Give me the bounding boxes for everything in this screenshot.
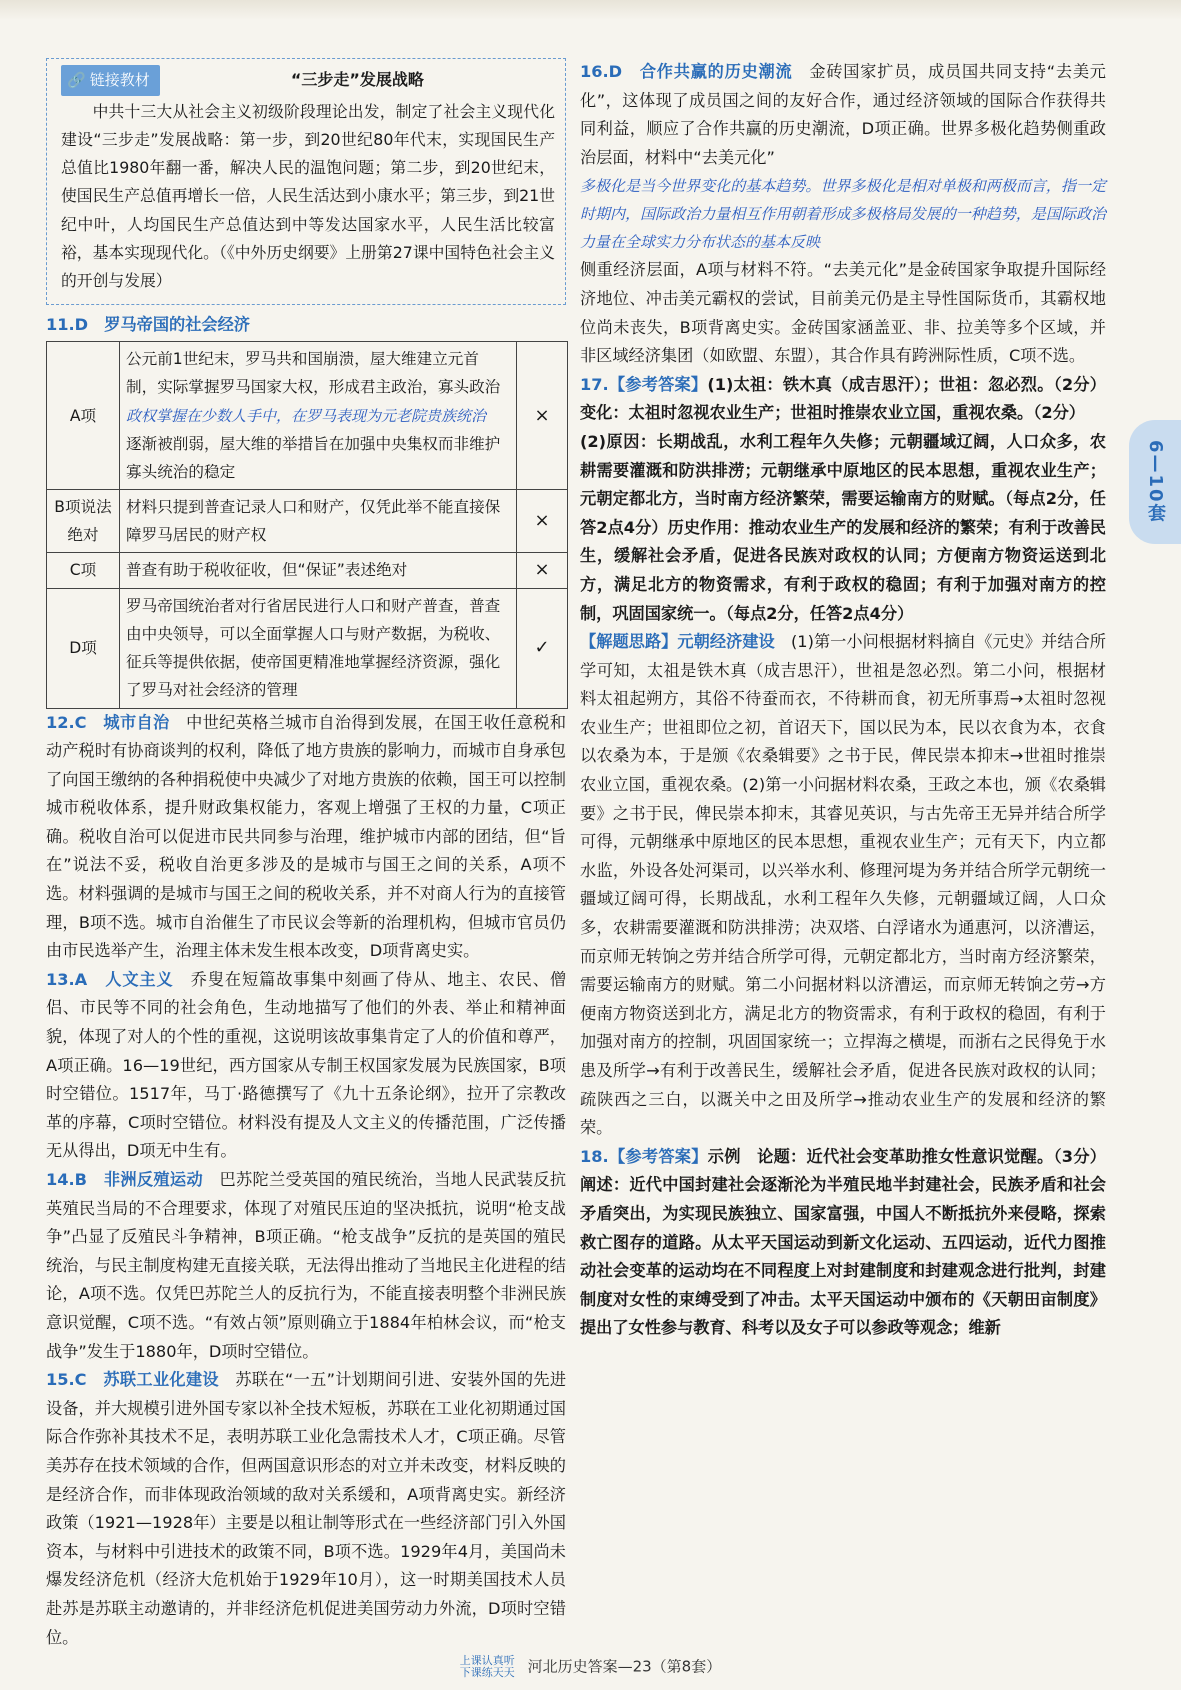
row-mark: × (517, 490, 568, 553)
question-13 (46, 966, 566, 1166)
q14-text: 巴苏陀兰受英国的殖民统治，当地人民武装反抗英殖民当局的不合理要求，体现了对殖民压迫的坚决抵抗，说明“枪支战争”凸显了反殖民斗争精神，B项正确。“枪支战争”反抗的是英国的殖民统治，与民主制度构建无直接关联，无法得出推动了当地民主化进程的结论，A项不选。仅凭巴苏陀兰人的反抗行为，不能直接表明整个非洲民族意识觉醒，C项不选。“有效占领”原则确立于1884年柏林会议，而“枪支战争”发生于1880年，D项时空错位。 (46, 1170, 567, 1361)
q11-table (46, 341, 568, 708)
table-row (47, 588, 568, 708)
question-14 (46, 1166, 566, 1366)
q18-text: 示例 论题：近代社会变革助推女性意识觉醒。（3分）阐述：近代中国封建社会逐渐沦为半殖民地半封建社会，民族矛盾和社会矛盾突出，为实现民族独立、国家富强，中国人不断抵抗外来侵略，探索救亡图存的道路。从太平天国运动到新文化运动、五四运动，近代力图推动社会变革的运动均在不同程度上对封建制度和封建观念进行批判，封建制度对女性的束缚受到了冲击。太平天国运动中颁布的《天朝田亩制度》提出了女性参与教育、科考以及女子可以参政等观念；维新 (580, 1146, 1106, 1338)
q13-text: 乔叟在短篇故事集中刻画了侍从、地主、农民、僧侣、市民等不同的社会角色，生动地描写了他们的外表、举止和精神面貌，体现了对人的个性的重视，这说明该故事集肯定了人的价值和尊严，A项正确。16—19世纪，西方国家从专制王权国家发展为民族国家，B项时空错位。1517年，马丁·路德撰写了《九十五条论纲》，拉开了宗教改革的序幕，C项时空错位。材料没有提及人文主义的传播范围，广泛传播无从得出，D项无中生有。 (46, 969, 567, 1161)
q14-head: 14.B 非洲反殖运动 (46, 1170, 203, 1189)
footer-text: 河北历史答案—23（第8套） (527, 1657, 722, 1676)
question-15 (46, 1366, 566, 1652)
q16-text: 金砖国家扩员，成员国共同支持“去美元化”，这体现了成员国之间的友好合作，通过经济领域的国际合作获得共同利益，顺应了合作共赢的历史潮流，D项正确。世界多极化趋势侧重政治层面，材料中“去美元化” (580, 62, 1106, 167)
right-column (580, 58, 1106, 1343)
q17-thought-text: (1)第一小问根据材料摘自《元史》并结合所学可知，太祖是铁木真（成吉思汗），世祖是忽必烈。第二小问，根据材料太祖起朔方，其俗不待蚕而衣，不待耕而食，初无所事焉→太祖时忽视农业生产；世祖即位之初，首诏天下，国以民为本，民以衣食为本，衣食以农桑为本，于是颁《农桑辑要》之书于民，俾民崇本抑末→世祖时推崇农业立国，重视农桑。(2)第一小问据材料农桑，王政之本也，颁《农桑辑要》之书于民，俾民崇本抑末，其睿见英识，与古先帝王无异并结合所学可得，元朝继承中原地区的民本思想，重视农业生产；元有天下，内立都水监，外设各处河渠司，以兴举水利、修理河堤为务并结合所学元朝统一疆域辽阔可得，长期战乱，水利工程年久失修，元朝疆域辽阔，人口众多，农耕需要灌溉和防洪排涝；决双塔、白浮诸水为通惠河，以济漕运，而京师无转饷之劳并结合所学可得，元朝定都北方，当时南方经济繁荣，需要运输南方的财赋。第二小问据材料以济漕运，而京师无转饷之劳→方便南方物资送到北方，满足北方的物资需求，有利于政权的稳固，有利于加强对南方的控制，巩固国家统一；立捍海之横堤，而浙右之民得免于水患及所学→有利于改善民生，缓解社会矛盾，促进各民族对政权的认同；疏陕西之三白，以溉关中之田及所学→推动农业生产的发展和经济的繁荣。 (580, 632, 1106, 1138)
top-edge (0, 0, 1181, 20)
table-row (47, 553, 568, 588)
question-12 (46, 709, 566, 966)
q12-text: 中世纪英格兰城市自治得到发展，在国王收任意税和动产税时有协商谈判的权利，降低了地方贵族的影响力，而城市自身承包了向国王缴纳的各种捐税使中央减少了对地方贵族的依赖，国王可以控制城市税收体系，提升财政集权能力，客观上增强了王权的力量，C项正确。税收自治可以促进市民共同参与治理，维护城市内部的团结，但“旨在”说法不妥，税收自治更多涉及的是城市与国王之间的关系，A项不选。材料强调的是城市与国王之间的税收关系，并不对商人行为的直接管理，B项不选。城市自治催生了市民议会等新的治理机构，但城市官员仍由市民选举产生，治理主体未发生根本改变，D项背离史实。 (46, 712, 567, 961)
q16-text-2: 侧重经济层面，A项与材料不符。“去美元化”是金砖国家争取提升国际经济地位、冲击美元霸权的尝试，目前美元仍是主导性国际货币，其霸权地位尚未丧失，B项背离史实。金砖国家涵盖亚、非、拉美等多个区域，并非区域经济集团（如欧盟、东盟），其合作具有跨洲际性质，C项不选。 (580, 260, 1106, 366)
box-text: 中共十三大从社会主义初级阶段理论出发，制定了社会主义现代化建设“三步走”发展战略：第一步，到20世纪80年代末，实现国民生产总值比1980年翻一番，解决人民的温饱问题；第二步，到20世纪末，使国民生产总值再增长一倍，人民生活达到小康水平；第三步，到21世纪中叶，人均国民生产总值达到中等发达国家水平，人民生活比较富裕，基本实现现代化。（《中外历史纲要》上册第27课中国特色社会主义的开创与发展） (61, 101, 556, 291)
question-17 (580, 371, 1106, 428)
table-row (47, 342, 568, 490)
row-text: 普查有助于税收征收，但“保证”表述绝对 (120, 553, 517, 588)
question-18 (580, 1143, 1106, 1343)
q13-head: 13.A 人文主义 (46, 969, 174, 989)
q15-text: 苏联在“一五”计划期间引进、安装外国的先进设备，并大规模引进外国专家以补全技术短板，苏联在工业化初期通过国际合作弥补其技术不足，表明苏联工业化急需技术人才，C项正确。尽管美苏存在技术领域的合作，但两国意识形态的对立并未改变，材料反映的是经济合作，而非体现政治领域的敌对关系缓和，A项背离史实。新经济政策（1921—1928年）主要是以租让制等形式在一些经济部门引入外国资本，与材料中引进技术的政策不同，B项不选。1929年4月，美国尚未爆发经济危机（经济大危机始于1929年10月），这一时期美国技术人员赴苏是苏联主动邀请的，并非经济危机促进美国劳动力外流，D项时空错位。 (46, 1370, 567, 1647)
row-text: 材料只提到普查记录人口和财产，仅凭此举不能直接保障罗马居民的财产权 (120, 490, 517, 553)
textbook-link-box (46, 58, 566, 305)
q12-head: 12.C 城市自治 (46, 712, 170, 732)
row-mark: × (517, 553, 568, 588)
page-footer (0, 1655, 1181, 1679)
row-mark: × (517, 342, 568, 490)
q16-head: 16.D 合作共赢的历史潮流 (580, 62, 793, 81)
box-title: “三步走”发展战略 (290, 70, 424, 89)
section-side-tab: 6—10套 (1129, 420, 1181, 544)
q17-answer-2: (2)原因：长期战乱，水利工程年久失修；元朝疆域辽阔，人口众多，农耕需要灌溉和防洪排涝；元朝继承中原地区的民本思想，重视农业生产；元朝定都北方，当时南方经济繁荣，需要运输南方的财赋。（每点2分，任答2点4分）历史作用：推动农业生产的发展和经济的繁荣；有利于改善民生，缓解社会矛盾，促进各民族对政权的认同；方便南方物资运送到北方，满足北方的物资需求，有利于政权的稳固；有利于加强对南方的控制，巩固国家统一。（每点2分，任答2点4分） (580, 431, 1106, 623)
textbook-link-tag: 🔗 链接教材 (61, 65, 160, 96)
row-text-2: 逐渐被削弱，屋大维的举措旨在加强中央集权而非维护寡头统治的稳定 (126, 434, 501, 481)
q16-note: 多极化是当今世界变化的基本趋势。世界多极化是相对单极和两极而言，指一定时期内，国际政治力量相互作用朝着形成多极格局发展的一种趋势，是国际政治力量在全球实力分布状态的基本反映 (580, 177, 1106, 252)
row-label: A项 (47, 342, 120, 490)
question-16 (580, 58, 1106, 172)
q18-head: 18.【参考答案】 (580, 1146, 708, 1166)
row-text: 公元前1世纪末，罗马共和国崩溃，屋大维建立元首制，实际掌握罗马国家大权，形成君主政治，寡头政治 (126, 350, 501, 397)
q17-thought-head: 【解题思路】元朝经济建设 (580, 632, 775, 652)
q17-answer-1: (1)太祖：铁木真（成吉思汗）；世祖：忽必烈。（2分）变化：太祖时忽视农业生产；世祖时推崇农业立国，重视农桑。（2分） (580, 374, 1106, 423)
row-mark: ✓ (517, 588, 568, 708)
table-row (47, 490, 568, 553)
row-label: B项说法绝对 (47, 490, 120, 553)
row-text: 罗马帝国统治者对行省居民进行人口和财产普查，普查由中央领导，可以全面掌握人口与财产数据，为税收、征兵等提供依据，使帝国更精准地掌握经济资源，强化了罗马对社会经济的管理 (120, 588, 517, 708)
link-icon: 🔗 (67, 71, 86, 89)
row-label: D项 (47, 588, 120, 708)
q17-thought (580, 628, 1106, 1143)
footer-logo: 上课认真听 下课练天天 (459, 1654, 515, 1679)
q15-head: 15.C 苏联工业化建设 (46, 1370, 219, 1390)
row-label: C项 (47, 553, 120, 588)
row-note: 政权掌握在少数人手中，在罗马表现为元老院贵族统治 (126, 406, 487, 425)
q11-head: 11.D 罗马帝国的社会经济 (46, 314, 250, 334)
left-column (46, 58, 566, 1652)
question-11 (46, 311, 566, 709)
q17-head: 17.【参考答案】 (580, 374, 708, 394)
